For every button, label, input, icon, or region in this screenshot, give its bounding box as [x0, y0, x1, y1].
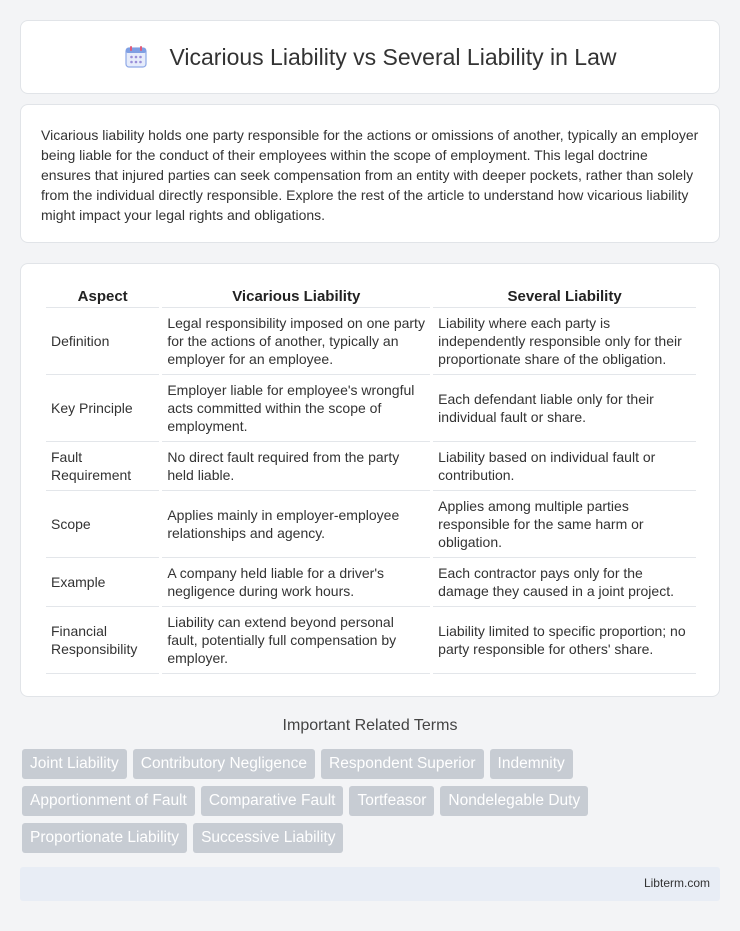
cell-several: Each contractor pays only for the damage they caused in a joint project.: [433, 558, 696, 607]
page-title: Vicarious Liability vs Several Liability in Law: [169, 43, 617, 70]
cell-several: Liability based on individual fault or contribution.: [433, 442, 696, 491]
cell-aspect: Scope: [46, 491, 159, 558]
intro-card: [20, 104, 720, 243]
table-header-row: [46, 284, 696, 308]
cell-aspect: Key Principle: [46, 375, 159, 442]
intro-paragraph: Vicarious liability holds one party responsible for the actions or omissions of another, typically an employer being liable for the conduct of their employees within the scope of employment. This legal doctrine ensures that injured parties can seek compensation from an entity with deeper pockets, rather than solely from the individual directly responsible. Explore the rest of the article to understand how vicarious liability might impact your legal rights and obligations.: [41, 127, 699, 223]
cell-aspect: Example: [46, 558, 159, 607]
cell-vicarious: Employer liable for employee's wrongful acts committed within the scope of employment.: [162, 375, 430, 442]
calendar-grid-icon: [123, 44, 149, 70]
cell-aspect: Fault Requirement: [46, 442, 159, 491]
table-row: [46, 491, 696, 558]
related-term-tag[interactable]: Apportionment of Fault: [22, 786, 195, 816]
cell-vicarious: Legal responsibility imposed on one party for the actions of another, typically an employer for an employee.: [162, 308, 430, 375]
cell-aspect: Financial Responsibility: [46, 607, 159, 674]
cell-several: Liability limited to specific proportion; no party responsible for others' share.: [433, 607, 696, 674]
footer-site-link[interactable]: Libterm.com: [643, 876, 710, 890]
table-row: [46, 308, 696, 375]
comparison-table: [43, 284, 699, 674]
related-terms-list: [22, 749, 722, 853]
header-card: [20, 20, 720, 94]
related-term-tag[interactable]: Respondent Superior: [321, 749, 484, 779]
table-row: [46, 442, 696, 491]
cell-vicarious: A company held liable for a driver's negligence during work hours.: [162, 558, 430, 607]
comparison-table-card: [20, 263, 720, 697]
cell-vicarious: Applies mainly in employer-employee relationships and agency.: [162, 491, 430, 558]
cell-several: Applies among multiple parties responsible for the same harm or obligation.: [433, 491, 696, 558]
cell-vicarious: No direct fault required from the party held liable.: [162, 442, 430, 491]
cell-vicarious: Liability can extend beyond personal fault, potentially full compensation by employer.: [162, 607, 430, 674]
footer: [20, 867, 720, 901]
related-term-tag[interactable]: Comparative Fault: [201, 786, 344, 816]
related-term-tag[interactable]: Tortfeasor: [349, 786, 434, 816]
header-several: Several Liability: [433, 284, 696, 308]
title-wrap: [123, 44, 616, 71]
header-aspect: Aspect: [46, 284, 159, 308]
related-terms-title: Important Related Terms: [282, 717, 458, 734]
related-term-tag[interactable]: Proportionate Liability: [22, 823, 187, 853]
table-row: [46, 375, 696, 442]
header-vicarious: Vicarious Liability: [162, 284, 430, 308]
related-term-tag[interactable]: Nondelegable Duty: [440, 786, 588, 816]
related-term-tag[interactable]: Indemnity: [490, 749, 573, 779]
cell-aspect: Definition: [46, 308, 159, 375]
table-row: [46, 558, 696, 607]
related-term-tag[interactable]: Joint Liability: [22, 749, 127, 779]
cell-several: Liability where each party is independently responsible only for their proportionate share of the obligation.: [433, 308, 696, 375]
table-row: [46, 607, 696, 674]
related-term-tag[interactable]: Contributory Negligence: [133, 749, 315, 779]
cell-several: Each defendant liable only for their individual fault or share.: [433, 375, 696, 442]
related-term-tag[interactable]: Successive Liability: [193, 823, 343, 853]
